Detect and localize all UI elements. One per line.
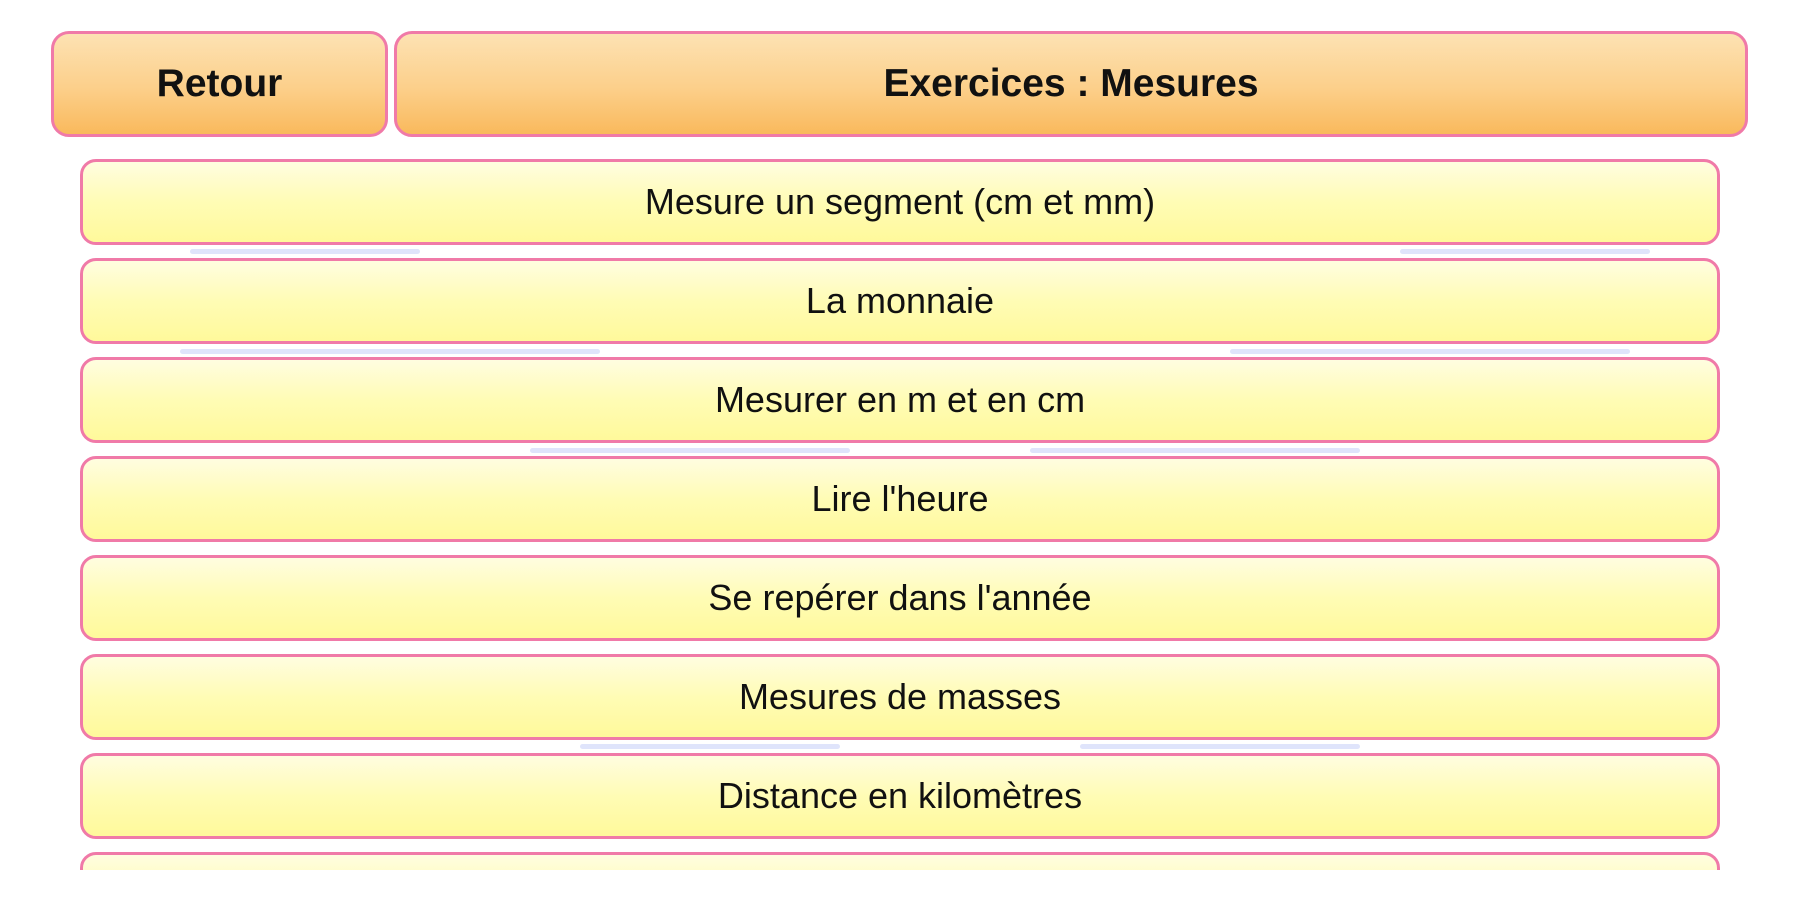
list-item-label: Mesure un segment (cm et mm): [644, 181, 1156, 222]
background-decoration: [580, 744, 840, 749]
list-item-lire-heure[interactable]: [80, 456, 1720, 542]
background-decoration: [1030, 448, 1360, 453]
background-decoration: [1400, 249, 1650, 254]
background-decoration: [1230, 349, 1630, 354]
page-title: Exercices : Mesures: [883, 62, 1259, 105]
back-button[interactable]: [51, 31, 388, 137]
list-item-label: Mesures de masses: [738, 676, 1062, 717]
list-item-distance-km[interactable]: [80, 753, 1720, 839]
list-item-label: Mesurer en m et en cm: [714, 379, 1086, 420]
page-title-bar: [394, 31, 1748, 137]
list-item-label: Lire l'heure: [811, 478, 989, 519]
list-item-monnaie[interactable]: [80, 258, 1720, 344]
list-item-label: Distance en kilomètres: [717, 775, 1083, 816]
list-item-label: La monnaie: [805, 280, 995, 321]
background-decoration: [180, 349, 600, 354]
list-item-mesure-segment[interactable]: [80, 159, 1720, 245]
background-decoration: [530, 448, 850, 453]
list-item-mesurer-m-cm[interactable]: [80, 357, 1720, 443]
background-decoration: [1080, 744, 1360, 749]
list-item-mesures-masses[interactable]: [80, 654, 1720, 740]
list-item-label: Se repérer dans l'année: [708, 577, 1092, 618]
exercise-list[interactable]: [80, 159, 1720, 870]
list-item-reperer-annee[interactable]: [80, 555, 1720, 641]
background-decoration: [190, 249, 420, 254]
list-item-partial[interactable]: [80, 852, 1720, 870]
back-button-label: Retour: [156, 62, 283, 105]
